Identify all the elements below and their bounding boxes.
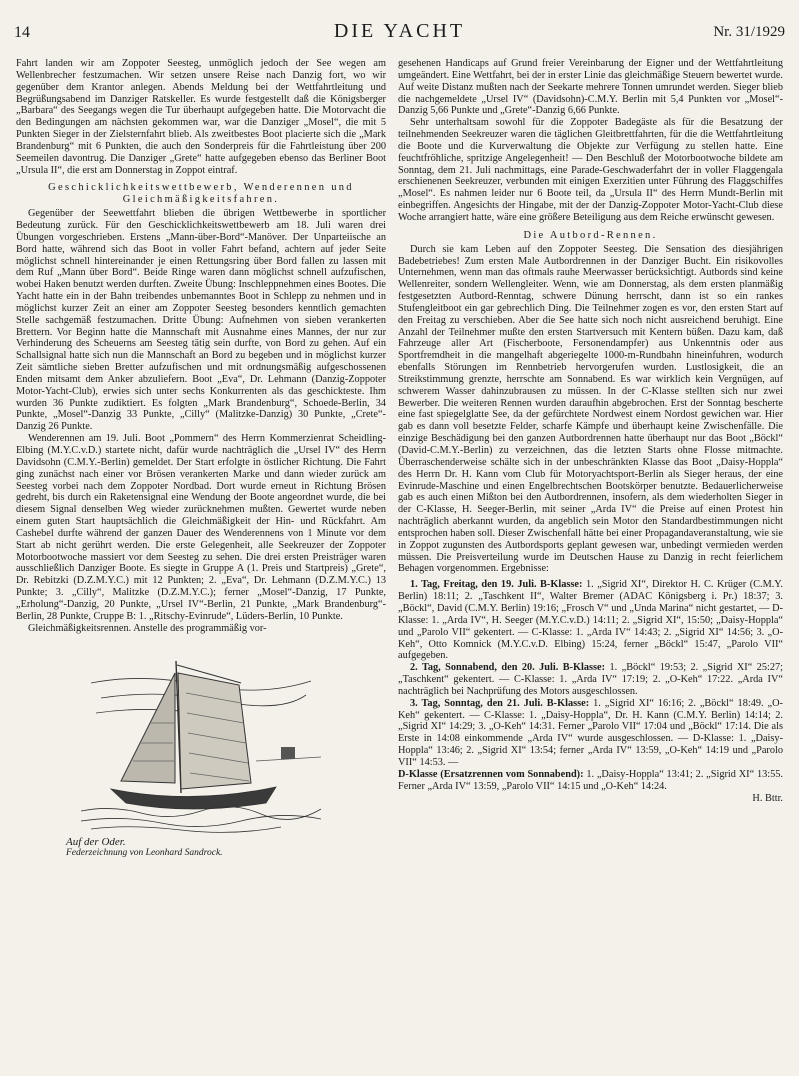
right-column <box>398 58 783 1054</box>
paragraph: Gleichmäßigkeitsrennen. Anstelle des programmäßig vor- <box>28 622 267 634</box>
page-number: 14 <box>14 24 30 41</box>
section-heading: Geschicklichkeitswettbewerb, Wenderennen und Gleichmäßigkeitsfahren. <box>48 182 354 206</box>
page-header <box>14 20 785 46</box>
result-text: 1. „Daisy-Hoppla“ 13:41; 2. „Sigrid XI“ 13:55. Ferner „Arda IV“ 13:59, „Parolo VII“ 14:15 und „O-Keh“ 14:24. <box>398 768 783 792</box>
author-signature: H. Bttr. <box>752 793 783 805</box>
result-text: 1. „Sigrid XI“ 16:16; 2. „Böckl“ 18:49. „O-Keh“ gekentert. — C-Klasse: 1. „Daisy-Hoppla“, Dr. H. Kann (C.M.Y. Berlin) 14:14; 2. „Sigrid XI“ 14:29; 3. „O-Keh“ 14:31. Ferner „Parolo VII“ 17:04 und „Böckl“ 17:14. Die als Erste in 14:08 einkommende „Arda IV“ wurde ausgeschlossen. — D-Klasse: 1. „Daisy-Hoppla“ 13:46; 2. „Sigrid XI“ 13:54; ferner „Arda IV“ 13:59, „O-Keh“ 14:19 und „Parolo VII“ 14:53. — <box>398 697 783 768</box>
paragraph: gesehenen Handicaps auf Grund freier Vereinbarung der Eigner und der Wettfahrtleitung umgeändert. Eine Wettfahrt, bei der in erster Linie das gleichmäßige Steuern bewertet wurde. Auf weite Distanz mußten nach der Seekarte mehrere Tonnen umrundet werden. Sieger blieb die nachgemeldete „Ursel IV“ (Davidsohn)-C.M.Y. Berlin mit 5,4 Punkten vor „Mosel“-Danzig 5,66 Punkte und „Grete“-Danzig 6,66 Punkte. <box>398 58 783 117</box>
paragraph: Durch sie kam Leben auf den Zoppoter Seesteg. Die Sensation des diesjährigen Badebetriebes! Zum ersten Male Autbordrennen in der Danziger Bucht. Ein risikovolles Unternehmen, wenn man das oftmals rauhe Meerwasser berücksichtigt. Autbords sind keine Wellenreiter, sondern Wellengleiter. Wenn, wie am Donnerstag, als dem ersten planmäßig festgesetzten Autbord-Renntag, schwere Dünung herrscht, dann ist so ein rankes Stufengleitboot ein gar gebrechlich Ding. Die Teilnehmer zogen es vor, den ersten Start auf den Freitag zu verschieben. Aber die See hatte sich noch nicht ausreichend beruhigt. Eine Anzahl der Teilnehmer mußte den ersten Startversuch mit Kentern büßen. Dazu kam, daß Fahrzeuge aller Art (Fischerboote, Fersonendampfer) aus Unkenntnis oder aus Sportfremdheit in die mangelhaft abgeriegelte 1000-m-Rundbahn hineinfuhren, wodurch ebenfalls Störungen im Rennbetrieb hervorgerufen wurden. Lustlosigkeit, die an Streikstimmung grenzte, herrschte am Sonnabend. Es war wirklich kein Vergnügen, auf schwerem Wasser dahinzubrausen zu müssen. In der C-Klasse stellten sich nur zwei Bewerber. Die weiteren Rennen wurden daraufhin abgebrochen. Erst der Sonntag bescherte eine fast spiegelglatte See, da der gefürchtete Nordwest einem Nordost gewichen war. Hier gab es dann voll besetzte Felder, scharfe Kämpfe und überhaupt keine Zwischenfälle. Die einzige Beschädigung bei den ganzen Autbordrennen hatte überhaupt nur das Boot „Böckl“ (David-C.M.Y.-Berlin) zu verzeichnen, das die letzten Starts ohne Flosse mitmachte. Überraschenderweise schälte sich in der unbeschränkten Klasse das Boot „Daisy-Hoppla“ des Herrn Dr. H. Kann vom Club für Motoryachtsport-Berlin als Sieger heraus, der eine Evinrude-Maschine und einen Engelbrechtschen Bootskörper benutzte. Bedauerlicherweise gab es auch einen Mißton bei den Autbordrennen, insofern, als dem wiederholten Sieger in der C-Klasse, H. Seeger-Berlin, mit seiner „Arda IV“ die Preise auf einen Protest hin nachträglich aberkannt wurden, da angeblich sein Motor den Standardbestimmungen nicht entsprochen haben soll. Dieser Zwischenfall hätte bei einer Propagandaveranstaltung, wie sie in Zoppot zugunsten des Autbordsports geplant gewesen war, unbedingt vermieden werden müssen. Die Preisverteilung wurde im Deutschen Hause zu Danzig in recht feierlichem Behagen vorgenommen. Ergebnisse: <box>398 243 783 575</box>
results-list <box>398 579 783 805</box>
result-day-heading: 2. Tag, Sonnabend, den 20. Juli. B-Klasse: <box>410 662 606 674</box>
result-entry <box>398 579 783 662</box>
result-entry <box>398 662 783 698</box>
result-entry <box>398 769 783 793</box>
paragraph: Gegenüber der Seewettfahrt blieben die übrigen Wettbewerbe in sportlicher Bedeutung zurück. Für den Geschicklichkeitswettbewerb am 18. Juli waren drei Übungen vorgeschrieben. Erstens „Mann-über-Bord“-Manöver. Der Unparteiische an Bord hatte, während sich das Boot in voller Fahrt befand, achtern auf jeder Seite möglichst schnell hintereinander je einen Rettungsring über Bord fallen zu lassen mit dem Ruf „Mann über Bord“. Beide Ringe waren dann möglichst schnell aufzufischen, wobei Haken benutzt werden durften. Zweite Übung: Inschleppnehmen eines Bootes. Die Yacht hatte ein in der Bahn treibendes unbemanntes Boot in Schlepp zu nehmen und in möglichst kurzer Zeit an einer am Zoppoter Seesteg besonders kenntlich gemachten Stelle sachgemäß festzumachen. Dritte Übung: Aufnehmen von sieben verankerten Brettern. Vor Beginn hatte die Mannschaft mit Ausnahme eines Mannes, der nur zur Verhinderung des Scheuerns am Seesteg tätig sein durfte, von Bord zu gehen. Auf ein Schallsignal hatte sich nun die Mannschaft an Bord zu begeben und in möglichst kurzer Zeit sämtliche sieben Bretter aufzufischen und mit ordnungsmäßig aufgeschossenen Enden mitsamt dem Anker abzuliefern. Boot „Eva“, Dr. Lehmann (Danzig-Zoppoter Motor-Yacht-Club), erwies sich unter sechs Konkurrenten als das geschickteste. Ihm wurden 36 Punkte zudiktiert. Es folgten „Mark Brandenburg“, Schoede-Berlin, 34 Punkte, „Mosel“-Danzig 33 Punkte, „Cilly“ (Malitzke-Danzig) 30 Punkte, „Crete“-Danzig 26 Punkte. <box>16 208 386 433</box>
result-day-heading: 1. Tag, Freitag, den 19. Juli. B-Klasse: <box>410 579 583 591</box>
result-day-heading: 3. Tag, Sonntag, den 21. Juli. B-Klasse: <box>410 697 590 709</box>
paragraph: Sehr unterhaltsam sowohl für die Zoppoter Badegäste als für die Besatzung der teilnehmenden Seekreuzer waren die täglichen Gleitbrettfahrten, für die die Wettfahrtleitung die Boote und die Kurverwaltung die Objekte zur Verfügung zu stellen hatte. Eine feuchtfröhliche, spritzige Angelegenheit! — Den Beschluß der Motorbootwoche bildete am Sonntag, dem 21. Juli nachmittags, eine Parade-Geschwaderfahrt der in voller Flaggengala erschienenen Seekreuzer, verbunden mit einigen Exerzitien unter Führung des Flaggschiffes „Mosel“. Es nahmen leider nur 6 Boote teil, da „Ursula II“ des Herrn Mundt-Berlin mit einbegriffen. Angesichts der Hingabe, mit der der Danzig-Zoppoter Motor-Yacht-Club diese Woche arrangiert hatte, wäre eine größere Beteiligung aus dem Reiche erwünscht gewesen. <box>398 117 783 223</box>
sailboat-sketch <box>81 643 321 833</box>
paragraph: Fahrt landen wir am Zoppoter Seesteg, unmöglich jedoch der See wegen am Wellenbrecher festzumachen. Wir setzen unsere Reise nach Danzig fort, wo wir gegenüber dem Krantor anlegen. Abends Meldung bei der Wettfahrtleitung und Begrüßungsabend im Danziger Ratskeller. Es wurde festgestellt daß die Königsberger „Barbara“ des Seegangs wegen die Tur überhaupt aufgegeben hatte. Die Motorvacht die den Bedingungen am nächsten gekommen war, war die Danziger „Mosel“, die mit 5 Punkten Sieger in der Zielsternfahrt blieb. Als zweitbestes Boot placierte sich die „Mark Brandenburg“ mit 6 Punkten, die auch den Sonderpreis für die Fahrtleistung über 200 Seemeilen davontrug. Die Danziger „Grete“ hatte aufgegeben ebenso das Berliner Boot „Ursula II“, die erst am Donnerstag in Zoppot eintraf. <box>16 58 386 176</box>
result-text: 1. „Sigrid XI“, Direktor H. C. Krüger (C.M.Y. Berlin) 18:11; 2. „Taschkent II“, Walter Bremer (ADAC Königsberg i. Pr.) 18:37; 3. „Böckl“, David (C.M.Y. Berlin) 19:16; „Frosch V“ und „Unda Marina“ nicht gestartet, — D-Klasse: 1. „Arda IV“, H. Seeger (M.Y.C.v.D.) 14:11; 2. „Sigrid XI“, 15:50; „Daisy-Hoppla“ und „Parolo VII“ gekentert. — C-Klasse: 1. „Arda IV“ 14:43; 2. „Sigrid XI“ 14:56; 3. „O-Keh“, Otto Komnick (M.Y.C.v.D. Elbing) 15:24, ferner „Böckl“ 15:47, „Parolo VII“ aufgegeben. <box>398 579 783 662</box>
magazine-title: DIE YACHT <box>333 20 466 42</box>
paragraph: Wenderennen am 19. Juli. Boot „Pommern“ des Herrn Kommerzienrat Scheidling-Elbing (M.Y.C.v.D.) startete nicht, dafür wurde nachträglich die „Ursel IV“ des Herrn Davidsohn (C.M.Y.-Berlin) gemeldet. Der Start erfolgte in östlicher Richtung. Die Fahrt ging zunächst nach einer vor Brösen verankerten Marke und dann wieder zurück am Seesteg vorbei nach dem Zoppoter Nordbad. Dort wurde erneut in Richtung Brösen gedreht, bis durch ein Raketensignal eine Wendung der Boote angeordnet wurde, die bei diesem Signal denselben Weg wieder zurücknehmen mußten. Gewertet wurde neben einem guten Start hauptsächlich die Gleichmäßigkeit der Hin- und Rückfahrt. Am Cashebel durfte während der ganzen Dauer des Wenderennens von 1 Minute vor dem Start ab nicht gerührt werden. Die erste Gelegenheit, alle Seekreuzer der Zoppoter Motorbootwoche massiert vor dem Seesteg zu sehen. Die drei ersten Preisträger waren ausschließlich Danziger Boote. Es siegte in Gruppe A (1. Preis und Startpreis) „Grete“, Dr. Rebitzki (D.Z.M.Y.C.) mit 12 Punkten; 2. „Eva“, Dr. Lehmann (D.Z.M.Y.C.) 13 Punkte; 3. „Cilly“, Malitzke (D.Z.M.Y.C.); ferner „Mosel“-Danzig, 17 Punkte, „Erholung“-Danzig, 20 Punkte, „Ursel IV“-Berlin, 21 Punkte, „Mark Brandenburg“-Berlin, 28 Punkte, Cruppe B: 1. „Ritschy-Evinrude“, Lüders-Berlin, 10 Punkte. <box>16 433 386 622</box>
left-column <box>16 58 386 1054</box>
illustration <box>16 643 386 861</box>
figure-credit: Federzeichnung von Leonhard Sandrock. <box>66 848 223 859</box>
figure-caption: Auf der Oder. <box>66 835 126 848</box>
section-heading: Die Autbord-Rennen. <box>523 229 658 241</box>
result-day-heading: D-Klasse (Ersatzrennen vom Sonnabend): <box>398 768 584 780</box>
result-text: 1. „Böckl“ 19:53; 2. „Sigrid XI“ 25:27; „Taschkent“ gekentert. — C-Klasse: 1. „Arda IV“ 17:19; 2. „O-Keh“ 17:22. „Arda IV“ nachträglich bei Nachprüfung des Motors ausgeschlossen. <box>398 662 783 697</box>
issue-number: Nr. 31/1929 <box>713 24 785 40</box>
result-entry <box>398 698 783 769</box>
